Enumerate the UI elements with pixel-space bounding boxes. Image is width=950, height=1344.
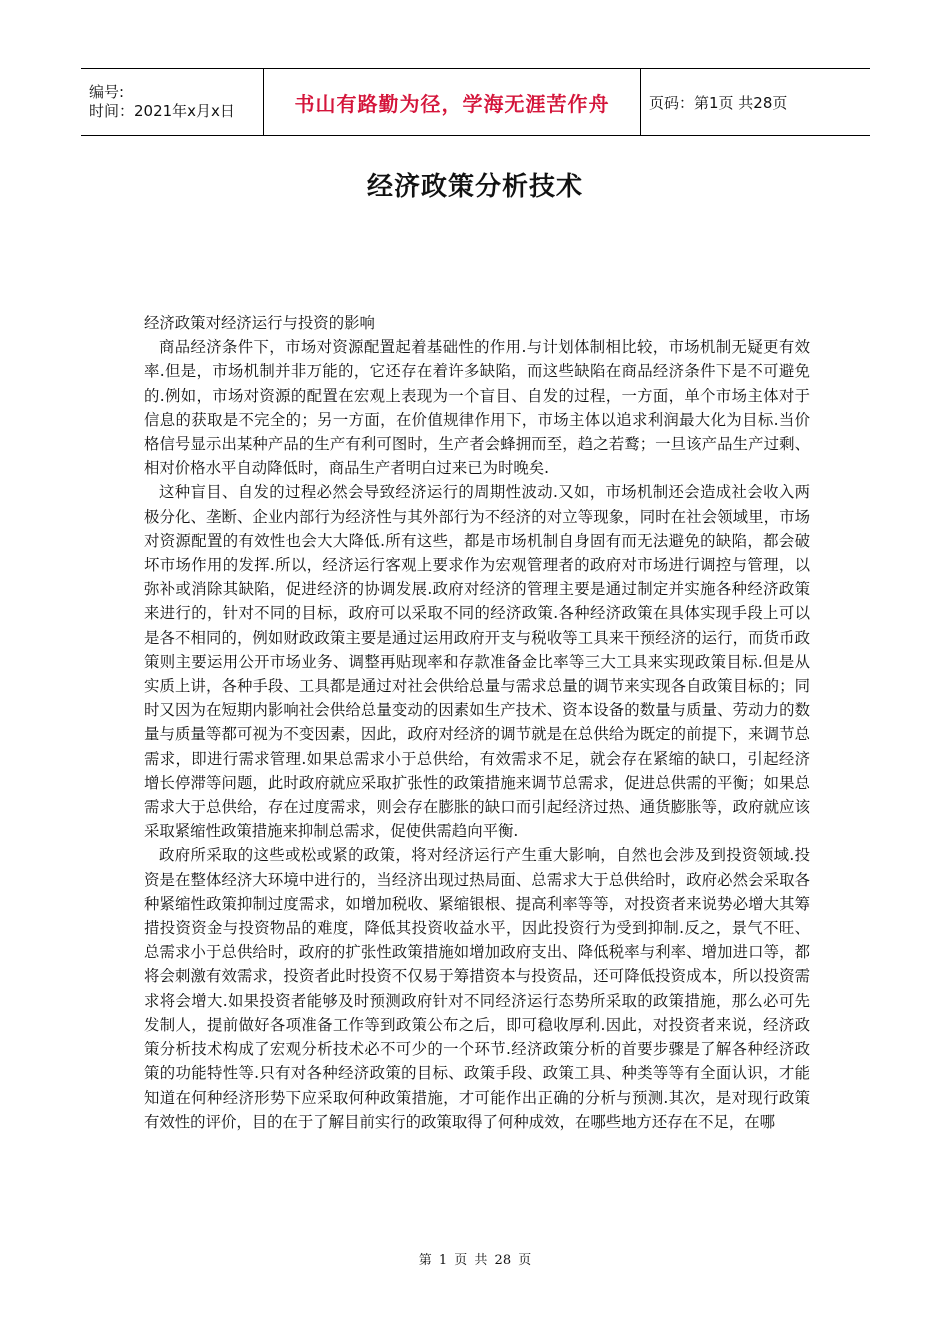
document-title: 经济政策分析技术 bbox=[366, 172, 583, 202]
body-paragraph: 这种盲目、自发的过程必然会导致经济运行的周期性波动.又如，市场机制还会造成社会收入两极分化、垄断、企业内部行为经济性与其外部行为不经济的对立等现象，同时在社会领域里，市场对资源配置的有效性也会大大降低.所有这些，都是市场机制自身固有而无法避免的缺陷，都会破坏市场作用的发挥.所以，经济运行客观上要求作为宏观管理者的政府对市场进行调控与管理，以弥补或消除其缺陷，促进经济的协调发展.政府对经济的管理主要是通过制定并实施各种经济政策来进行的，针对不同的目标，政府可以采取不同的经济政策.各种经济政策在具体实现手段上可以是各不相同的，例如财政政策主要是通过运用政府开支与税收等工具来干预经济的运行，而货币政策则主要运用公开市场业务、调整再贴现率和存款准备金比率等三大工具来实现政策目标.但是从实质上讲，各种手段、工具都是通过对社会供给总量与需求总量的调节来实现各自政策目标的；同时又因为在短期内影响社会供给总量变动的因素如生产技术、资本设备的数量与质量、劳动力的数量与质量等都可视为不变因素，因此，政府对经济的调节就是在总供给为既定的前提下，来调节总需求，即进行需求管理.如果总需求小于总供给，有效需求不足，就会存在紧缩的缺口，引起经济增长停滞等问题，此时政府就应采取扩张性的政策措施来调节总需求，促进总供需的平衡；如果总需求大于总供给，存在过度需求，则会存在膨胀的缺口而引起经济过热、通货膨胀等，政府就应该采取紧缩性政策措施来抑制总需求，促使供需趋向平衡. bbox=[144, 483, 810, 841]
number-label: 编号: bbox=[89, 83, 125, 101]
header-motto-cell bbox=[264, 69, 641, 136]
body-paragraph: 商品经济条件下，市场对资源配置起着基础性的作用.与计划体制相比较，市场机制无疑更有效率.但是，市场机制并非万能的，它还存在着许多缺陷，而这些缺陷在商品经济条件下是不可避免的.例如，市场对资源的配置在宏观上表现为一个盲目、自发的过程，一方面，单个市场主体对于信息的获取是不完全的；另一方面，在价值规律作用下，市场主体以追求利润最大化为目标.当价格信号显示出某种产品的生产有利可图时，生产者会蜂拥而至，趋之若鹜；一旦该产品生产过剩、相对价格水平自动降低时，商品生产者明白过来已为时晚矣. bbox=[144, 338, 810, 478]
document-header bbox=[81, 68, 870, 136]
header-meta bbox=[81, 69, 264, 136]
header-page-info: 页码：第1页 共28页 bbox=[641, 69, 871, 136]
body-paragraph: 政府所采取的这些或松或紧的政策，将对经济运行产生重大影响，自然也会涉及到投资领域.投资是在整体经济大环境中进行的，当经济出现过热局面、总需求大于总供给时，政府必然会采取各种紧缩性政策抑制过度需求，如增加税收、紧缩银根、提高利率等等，对投资者来说势必增大其筹措投资资金与投资物品的难度，降低其投资收益水平，因此投资行为受到抑制.反之，景气不旺、总需求小于总供给时，政府的扩张性政策措施如增加政府支出、降低税率与利率、增加进口等，都将会刺激有效需求，投资者此时投资不仅易于筹措资本与投资品，还可降低投资成本，所以投资需求将会增大.如果投资者能够及时预测政府针对不同经济运行态势所采取的政策措施，那么必可先发制人，提前做好各项准备工作等到政策公布之后，即可稳收厚利.因此，对投资者来说，经济政策分析技术构成了宏观分析技术必不可少的一个环节.经济政策分析的首要步骤是了解各种经济政策的功能特性等.只有对各种经济政策的目标、政策手段、政策工具、种类等等有全面认识，才能知道在何种经济形势下应采取何种政策措施，才可能作出正确的分析与预测.其次，是对现行政策有效性的评价，目的在于了解目前实行的政策取得了何种成效，在哪些地方还存在不足，在哪 bbox=[144, 846, 810, 1131]
header-motto: 书山有路勤为径，学海无涯苦作舟 bbox=[294, 91, 610, 116]
time-label: 时间：2021年x月x日 bbox=[89, 102, 235, 120]
document-body bbox=[144, 311, 810, 1134]
page-footer: 第 1 页 共 28 页 bbox=[418, 1253, 532, 1268]
section-subheading: 经济政策对经济运行与投资的影响 bbox=[144, 314, 375, 332]
